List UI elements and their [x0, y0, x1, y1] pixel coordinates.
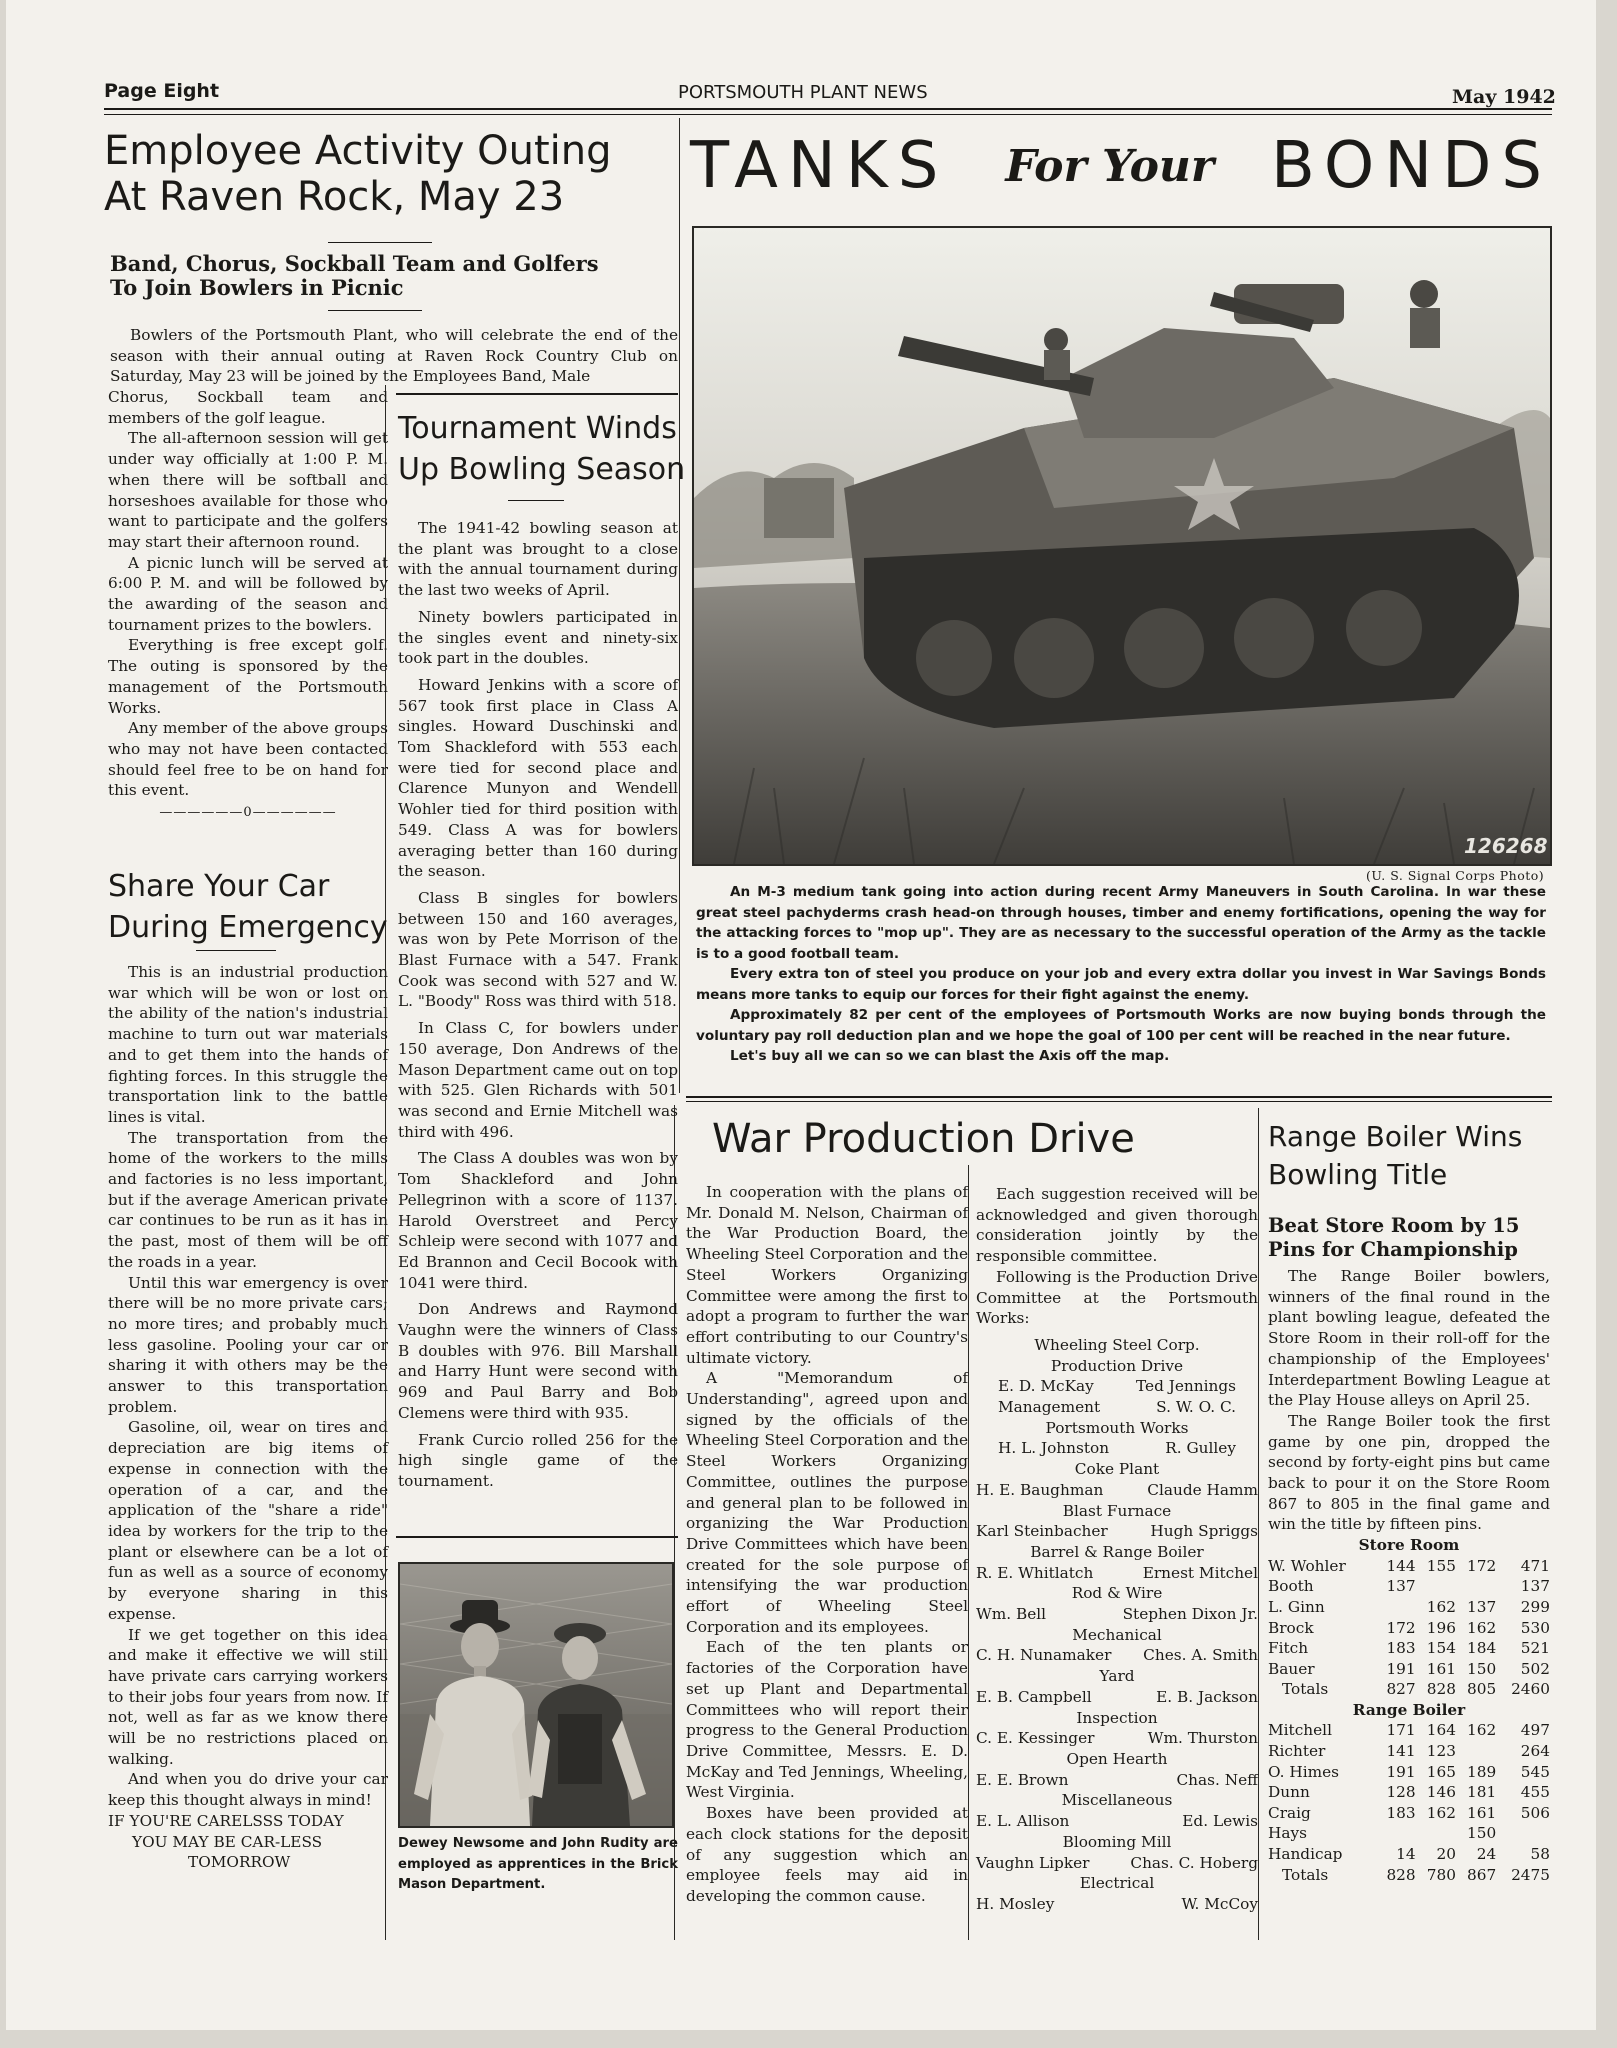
score-cell: Richter — [1268, 1742, 1326, 1761]
table-row — [1268, 1803, 1550, 1824]
bowling-paragraph: In Class C, for bowlers under 150 average, Don Andrews of the Mason Department came out on top with 525. Glen Richards with 501 was second and Ernie Mitchell was third with 496. — [398, 1019, 678, 1141]
carshare-title-line: During Emergency — [108, 910, 388, 946]
score-cell: 805 — [1467, 1680, 1497, 1699]
committee-right: W. McCoy — [1181, 1894, 1258, 1913]
bowling-body — [398, 518, 678, 1492]
score-cell: 162 — [1467, 1721, 1497, 1740]
committee-pair — [976, 1480, 1258, 1501]
committee-right: Chas. Neff — [1176, 1770, 1258, 1789]
committee-pair — [976, 1604, 1258, 1625]
score-cell — [1375, 1597, 1415, 1618]
score-cell: 162 — [1426, 1803, 1456, 1822]
score-cell: Brock — [1268, 1618, 1314, 1637]
table-row — [1268, 1679, 1550, 1700]
committee-right: Ed. Lewis — [1182, 1812, 1258, 1831]
score-cell: 2475 — [1511, 1865, 1550, 1884]
score-cell: 144 — [1386, 1556, 1416, 1575]
score-cell: 162 — [1467, 1618, 1497, 1637]
score-cell: Fitch — [1268, 1639, 1309, 1658]
table-row — [1268, 1762, 1550, 1783]
range-subtitle-line: Beat Store Room by 15 — [1268, 1214, 1520, 1237]
score-cell: 146 — [1426, 1783, 1456, 1802]
header-rule — [104, 108, 1552, 110]
committee-line: Yard — [1099, 1667, 1135, 1686]
separator: ——————0—————— — [159, 805, 337, 821]
table-row — [1268, 1659, 1550, 1680]
committee-right: Stephen Dixon Jr. — [1122, 1605, 1258, 1624]
range-title-line: Bowling Title — [1268, 1158, 1448, 1192]
apprentices-caption — [398, 1834, 678, 1896]
photo-credit: (U. S. Signal Corps Photo) — [1366, 868, 1545, 883]
short-rule — [328, 242, 432, 243]
score-cell — [1456, 1576, 1496, 1597]
committee-left: Vaughn Lipker — [976, 1853, 1090, 1872]
score-cell: Mitchell — [1268, 1721, 1332, 1740]
committee-pair — [976, 1853, 1258, 1874]
score-cell: 172 — [1467, 1556, 1497, 1575]
score-cell: 14 — [1396, 1845, 1416, 1864]
score-cell: Craig — [1268, 1803, 1311, 1822]
outing-intro — [110, 325, 678, 387]
range-paragraph: The Range Boiler bowlers, winners of the final round in the plant bowling league, defeated the Store Room in their roll-off for the championship of the Employees' Interdepartment Bowling League at the Play House alleys on April 25. — [1268, 1267, 1550, 1410]
tank-photo-number: 126268 — [1464, 834, 1548, 858]
apprentices-photo-art — [400, 1564, 672, 1826]
score-cell: 184 — [1467, 1639, 1497, 1658]
committee-pair — [976, 1770, 1258, 1791]
table-row — [1268, 1576, 1550, 1597]
tank-caption-paragraph: Let's buy all we can so we can blast the Axis off the map. — [730, 1048, 1170, 1064]
outing-paragraph: A picnic lunch will be served at 6:00 P. M. and will be followed by the awarding of the season and tournament prizes to the bowlers. — [108, 553, 388, 634]
score-cell: 123 — [1426, 1742, 1456, 1761]
score-cell: 150 — [1467, 1824, 1497, 1843]
war-drive-headline: War Production Drive — [712, 1116, 1135, 1162]
carshare-paragraph: Gasoline, oil, wear on tires and depreciation are big items of expense in connection with the operation of a car, and the application of the "share a ride" idea by workers for the trip to the plant or elsewhere can be a lot of fun as well as a source of economy by everyone sharing in this expense. — [108, 1418, 388, 1623]
tank-caption-paragraph: An M-3 medium tank going into action during recent Army Maneuvers in South Carolina. In war these great steel pachyderms crash head-on through houses, timber and enemy fortifications, opening the way for the attacking forces to "mop up". They are as necessary to the successful operation of the Army as the tackle is to a good football team. — [696, 884, 1546, 962]
bowling-paragraph: The 1941-42 bowling season at the plant was brought to a close with the annual tournament during the last two weeks of April. — [398, 519, 678, 600]
committee-pair — [976, 1645, 1258, 1666]
committee-line: Electrical — [1079, 1874, 1155, 1893]
apprentices-photo — [398, 1562, 674, 1828]
outing-intro-text: Bowlers of the Portsmouth Plant, who will celebrate the end of the season with their annual outing at Raven Rock Country Club on Saturday, May 23 will be joined by the Employees Band, Male — [110, 326, 678, 386]
score-cell: 455 — [1520, 1783, 1550, 1802]
outing-body — [108, 387, 388, 824]
outing-paragraph: Chorus, Sockball team and members of the golf league. — [108, 388, 388, 427]
score-cell: Handicap — [1268, 1845, 1343, 1864]
committee-left: E. B. Campbell — [976, 1687, 1092, 1706]
table-row — [1268, 1618, 1550, 1639]
table-row — [1268, 1720, 1550, 1741]
score-cell: 172 — [1386, 1618, 1416, 1637]
committee-right: Ernest Mitchel — [1142, 1563, 1258, 1582]
committee-left: Karl Steinbacher — [976, 1522, 1108, 1541]
table-row — [1268, 1556, 1550, 1577]
committee-pair — [976, 1894, 1258, 1915]
carshare-closing — [108, 1811, 388, 1873]
score-cell: 58 — [1530, 1845, 1550, 1864]
score-cell: Totals — [1282, 1680, 1329, 1699]
score-cell: 171 — [1386, 1721, 1416, 1740]
score-cell: 502 — [1520, 1659, 1550, 1678]
score-cell: 161 — [1426, 1659, 1456, 1678]
committee-right: R. Gulley — [1165, 1439, 1236, 1458]
table-row — [1268, 1865, 1550, 1886]
range-subtitle-line: Pins for Championship — [1268, 1238, 1518, 1262]
score-cell: Bauer — [1268, 1659, 1315, 1678]
score-cell: Hays — [1268, 1824, 1307, 1843]
column-rule — [968, 1165, 969, 1940]
apprentices-caption-text: Dewey Newsome and John Rudity are employed as apprentices in the Brick Mason Department. — [398, 1836, 678, 1892]
committee-line: Miscellaneous — [1061, 1791, 1173, 1810]
committee-left: H. Mosley — [976, 1894, 1055, 1913]
carshare-paragraph: And when you do drive your car keep this thought always in mind! — [108, 1770, 388, 1810]
short-rule — [196, 950, 276, 951]
tank-caption-paragraph: Every extra ton of steel you produce on your job and every extra dollar you invest in War Savings Bonds means more tanks to equip our forces for their fight against the enemy. — [696, 966, 1546, 1003]
section-rule-thin — [686, 1101, 1552, 1102]
bowling-title-line: Up Bowling Season — [398, 452, 686, 488]
committee-left: E. L. Allison — [976, 1812, 1070, 1831]
war-drive-paragraph: A "Memorandum of Understanding", agreed upon and signed by the officials of the Wheeling Steel Corporation and the Steel Workers Organizing Committee, outlines the purpose and general plan to be followed in organizing the War Production Drive Committees which have been created for the sole purpose of intensifying the war production effort of Wheeling Steel Corporation and its employees. — [686, 1369, 968, 1636]
committee-pair — [976, 1521, 1258, 1542]
paper-name: PORTSMOUTH PLANT NEWS — [678, 82, 928, 103]
table-row — [1268, 1782, 1550, 1803]
committee-left: H. L. Johnston — [998, 1439, 1110, 1458]
outing-subtitle-line: Band, Chorus, Sockball Team and Golfers — [110, 251, 599, 276]
score-cell: 780 — [1426, 1865, 1456, 1884]
committee-left: H. E. Baughman — [976, 1480, 1104, 1499]
column-rule — [1258, 1108, 1259, 1940]
committee-pair — [976, 1563, 1258, 1584]
score-cell: 521 — [1520, 1639, 1550, 1658]
committee-left: E. D. McKay — [998, 1377, 1094, 1396]
score-cell: L. Ginn — [1268, 1597, 1325, 1616]
score-cell: 183 — [1386, 1803, 1416, 1822]
score-cell: 191 — [1386, 1659, 1416, 1678]
score-cell: 24 — [1476, 1845, 1497, 1864]
committee-line: Open Hearth — [1066, 1749, 1168, 1768]
bowling-paragraph: The Class A doubles was won by Tom Shackleford and John Pellegrinon with a score of 1137. Harold Overstreet and Percy Schleip were second with 1077 and Ed Brannon and Cecil Bocook with 1041 were third. — [398, 1149, 678, 1292]
carshare-closing-line: TOMORROW — [188, 1853, 291, 1872]
score-cell: 828 — [1426, 1680, 1456, 1699]
committee-right: Wm. Thurston — [1147, 1729, 1258, 1748]
carshare-paragraph: Until this war emergency is over there will be no more private cars; no more tires; and probably much less gasoline. Pooling your car or sharing it with others may be the answer to this transportation problem. — [108, 1273, 388, 1416]
war-drive-paragraph: Each suggestion received will be acknowledged and given thorough consideration jointly by the responsible committee. — [976, 1185, 1258, 1266]
war-drive-paragraph: Boxes have been provided at each clock stations for the deposit of any suggestion which an employee feels may aid in developing the common cause. — [686, 1804, 968, 1905]
committee-line: Portsmouth Works — [1045, 1418, 1189, 1437]
score-cell: 506 — [1520, 1803, 1550, 1822]
header-rule-thin — [104, 114, 1552, 115]
committee-line: Production Drive — [1050, 1356, 1184, 1375]
box-rule — [396, 393, 678, 395]
score-cell — [1416, 1576, 1456, 1597]
committee-left: C. E. Kessinger — [976, 1729, 1095, 1748]
score-cell: 530 — [1520, 1618, 1550, 1637]
table-row — [1268, 1638, 1550, 1659]
carshare-closing-line: YOU MAY BE CAR-LESS — [132, 1832, 323, 1851]
committee-left: Management — [998, 1398, 1101, 1417]
outing-title-line: Employee Activity Outing — [104, 128, 612, 174]
score-cell: 264 — [1520, 1742, 1550, 1761]
score-cell: 165 — [1426, 1762, 1456, 1781]
table-row — [1268, 1597, 1550, 1618]
score-cell: Totals — [1282, 1865, 1329, 1884]
score-cell: 162 — [1426, 1597, 1456, 1616]
committee-left: C. H. Nunamaker — [976, 1646, 1112, 1665]
short-rule — [508, 500, 564, 501]
score-cell: 155 — [1426, 1556, 1456, 1575]
carshare-closing-line: IF YOU'RE CARELSSS TODAY — [108, 1811, 344, 1830]
outing-subtitle-line: To Join Bowlers in Picnic — [110, 275, 404, 301]
score-table — [1268, 1535, 1550, 1885]
bowling-headline — [398, 408, 685, 491]
outing-paragraph: The all-afternoon session will get under way officially at 1:00 P. M. when there will be softball and horseshoes available for those who want to participate and the golfers may start their afternoon round. — [108, 429, 388, 551]
score-cell: 867 — [1467, 1865, 1497, 1884]
war-drive-col1 — [686, 1182, 968, 1907]
war-drive-col2 — [976, 1184, 1258, 1915]
short-rule — [328, 310, 422, 311]
committee-right: Claude Hamm — [1147, 1480, 1258, 1499]
committee-pair — [976, 1397, 1258, 1418]
score-cell: 128 — [1386, 1783, 1416, 1802]
bowling-paragraph: Class B singles for bowlers between 150 and 160 averages, was won by Pete Morrison of the Blast Furnace with a 547. Frank Cook was second with 527 and W. L. "Boody" Ross was third with 518. — [398, 888, 678, 1011]
issue-date: May 1942 — [1452, 86, 1556, 108]
score-cell: 137 — [1467, 1597, 1497, 1616]
score-cell: 545 — [1520, 1762, 1550, 1781]
score-cell: 2460 — [1511, 1680, 1550, 1699]
score-cell: W. Wohler — [1268, 1556, 1346, 1575]
section-rule — [686, 1096, 1552, 1098]
score-cell: 827 — [1386, 1680, 1416, 1699]
committee-left: R. E. Whitlatch — [976, 1563, 1094, 1582]
store-room-title: Store Room — [1358, 1536, 1460, 1555]
bowling-paragraph: Don Andrews and Raymond Vaughn were the winners of Class B doubles with 976. Bill Marshall and Harry Hunt were second with 969 and Paul Barry and Bob Clemens were third with 935. — [398, 1300, 678, 1422]
bowling-title-line: Tournament Winds — [398, 411, 677, 446]
committee-line: Blooming Mill — [1062, 1832, 1172, 1851]
committee-pair — [976, 1728, 1258, 1749]
table-row — [1268, 1741, 1550, 1762]
committee-pair — [976, 1811, 1258, 1832]
newspaper-page — [6, 0, 1596, 2030]
carshare-headline — [108, 866, 388, 949]
score-cell: 161 — [1467, 1803, 1497, 1822]
carshare-title-line: Share Your Car — [108, 869, 330, 904]
score-cell: 497 — [1520, 1721, 1550, 1740]
bowling-paragraph: Howard Jenkins with a score of 567 took first place in Class A singles. Howard Duschinski and Tom Shackleford with 553 each were tied for second place and Clarence Munyon and Wendell Wohler tied for third position with 549. Class A was for bowlers averaging better than 160 during the season. — [398, 675, 678, 881]
score-cell — [1375, 1823, 1415, 1844]
score-cell: 20 — [1436, 1845, 1456, 1864]
committee-left: E. E. Brown — [976, 1770, 1069, 1789]
score-cell — [1496, 1823, 1550, 1844]
score-cell: 150 — [1467, 1659, 1497, 1678]
committee-line: Blast Furnace — [1062, 1501, 1172, 1520]
range-boiler-title: Range Boiler — [1352, 1700, 1466, 1719]
tanks-headline-script: For Your — [1005, 140, 1215, 192]
score-cell: 183 — [1386, 1639, 1416, 1658]
tank-photo — [692, 226, 1552, 866]
committee-right: Ted Jennings — [1136, 1377, 1236, 1396]
range-title-line: Range Boiler Wins — [1268, 1120, 1523, 1153]
box-rule — [396, 1536, 678, 1538]
bowling-paragraph: Ninety bowlers participated in the singles event and ninety-six took part in the doubles. — [398, 607, 678, 668]
range-subtitle — [1268, 1214, 1519, 1262]
committee-line: Mechanical — [1072, 1625, 1162, 1644]
war-drive-paragraph: Following is the Production Drive Committee at the Portsmouth Works: — [976, 1267, 1258, 1328]
score-cell: 137 — [1386, 1577, 1416, 1596]
tank-caption — [696, 882, 1546, 1067]
carshare-body — [108, 962, 388, 1873]
outing-paragraph: Any member of the above groups who may not have been contacted should feel free to be on hand for this event. — [108, 719, 388, 800]
range-headline — [1268, 1118, 1522, 1194]
tank-caption-paragraph: Approximately 82 per cent of the employees of Portsmouth Works are now buying bonds through the voluntary pay roll deduction plan and we hope the goal of 100 per cent will be reached in the near future. — [696, 1007, 1546, 1044]
score-cell — [1456, 1741, 1496, 1762]
score-cell: 191 — [1386, 1762, 1416, 1781]
score-cell: 154 — [1426, 1639, 1456, 1658]
tanks-headline-left: TANKS — [690, 129, 949, 203]
committee-right: E. B. Jackson — [1156, 1687, 1258, 1706]
war-drive-paragraph: Each of the ten plants or factories of the Corporation have set up Plant and Departmental Committees who will report their progress to the General Production Drive Committee, Messrs. E. D. McKay and Ted Jennings, Wheeling, West Virginia. — [686, 1638, 968, 1802]
outing-headline — [104, 128, 612, 221]
score-cell: 299 — [1520, 1597, 1550, 1616]
score-cell: Booth — [1268, 1577, 1314, 1596]
score-cell: 189 — [1467, 1762, 1497, 1781]
score-cell: 828 — [1386, 1865, 1416, 1884]
committee-line: Inspection — [1076, 1708, 1158, 1727]
score-cell: Dunn — [1268, 1783, 1310, 1802]
outing-paragraph: Everything is free except golf. The outing is sponsored by the management of the Portsmouth Works. — [108, 636, 388, 717]
page-label: Page Eight — [104, 80, 220, 102]
committee-pair — [976, 1687, 1258, 1708]
bowling-paragraph: Frank Curcio rolled 256 for the high single game of the tournament. — [398, 1430, 678, 1490]
carshare-paragraph: The transportation from the home of the workers to the mills and factories is no less important, but if the average American private car continues to be run as it has in the past, most of them will be off the roads in a year. — [108, 1128, 388, 1271]
committee-right: Chas. C. Hoberg — [1130, 1853, 1258, 1872]
score-cell: 137 — [1520, 1577, 1550, 1596]
committee-line: Wheeling Steel Corp. — [1034, 1335, 1200, 1354]
committee-pair — [976, 1438, 1258, 1459]
committee-right: S. W. O. C. — [1156, 1398, 1236, 1417]
score-cell: 181 — [1467, 1783, 1497, 1802]
column-rule — [679, 118, 680, 1093]
committee-line: Barrel & Range Boiler — [1030, 1542, 1204, 1561]
committee-right: Hugh Spriggs — [1150, 1522, 1258, 1541]
committee-right: Ches. A. Smith — [1143, 1646, 1258, 1665]
outing-subtitle — [110, 252, 599, 301]
carshare-paragraph: This is an industrial production war which will be won or lost on the ability of the nation's industrial machine to turn out war materials and to get them into the hands of fighting forces. In this struggle the transportation link to the battle lines is vital. — [108, 963, 388, 1126]
tanks-headline-right: BONDS — [1271, 129, 1552, 203]
carshare-paragraph: If we get together on this idea and make it effective we will still have private cars carrying workers to their jobs four years from now. If not, well as far as we know there will be no restrictions placed on walking. — [108, 1625, 388, 1768]
range-body — [1268, 1266, 1550, 1885]
separator-mark: 0 — [243, 805, 253, 821]
score-cell: 141 — [1386, 1742, 1416, 1761]
tank-photo-art — [694, 228, 1550, 864]
score-cell: 471 — [1520, 1556, 1550, 1575]
score-cell: 164 — [1426, 1721, 1456, 1740]
score-cell — [1416, 1823, 1456, 1844]
score-cell: O. Himes — [1268, 1762, 1340, 1781]
committee-list — [976, 1335, 1258, 1915]
committee-left: Wm. Bell — [976, 1605, 1047, 1624]
range-paragraph: The Range Boiler took the first game by one pin, dropped the second by forty-eight pins but came back to pour it on the Store Room 867 to 805 in the final game and win the title by fifteen pins. — [1268, 1411, 1550, 1534]
table-row — [1268, 1844, 1550, 1865]
committee-line: Rod & Wire — [1071, 1584, 1163, 1603]
tanks-headline — [690, 124, 1552, 208]
war-drive-paragraph: In cooperation with the plans of Mr. Donald M. Nelson, Chairman of the War Production Board, the Wheeling Steel Corporation and the Steel Workers Organizing Committee were among the first to adopt a program to further the war effort contributing to our Country's ultimate victory. — [686, 1183, 968, 1367]
score-cell: 196 — [1426, 1618, 1456, 1637]
committee-pair — [976, 1376, 1258, 1397]
outing-title-line: At Raven Rock, May 23 — [104, 174, 565, 221]
table-row — [1268, 1823, 1550, 1844]
committee-line: Coke Plant — [1074, 1460, 1160, 1479]
